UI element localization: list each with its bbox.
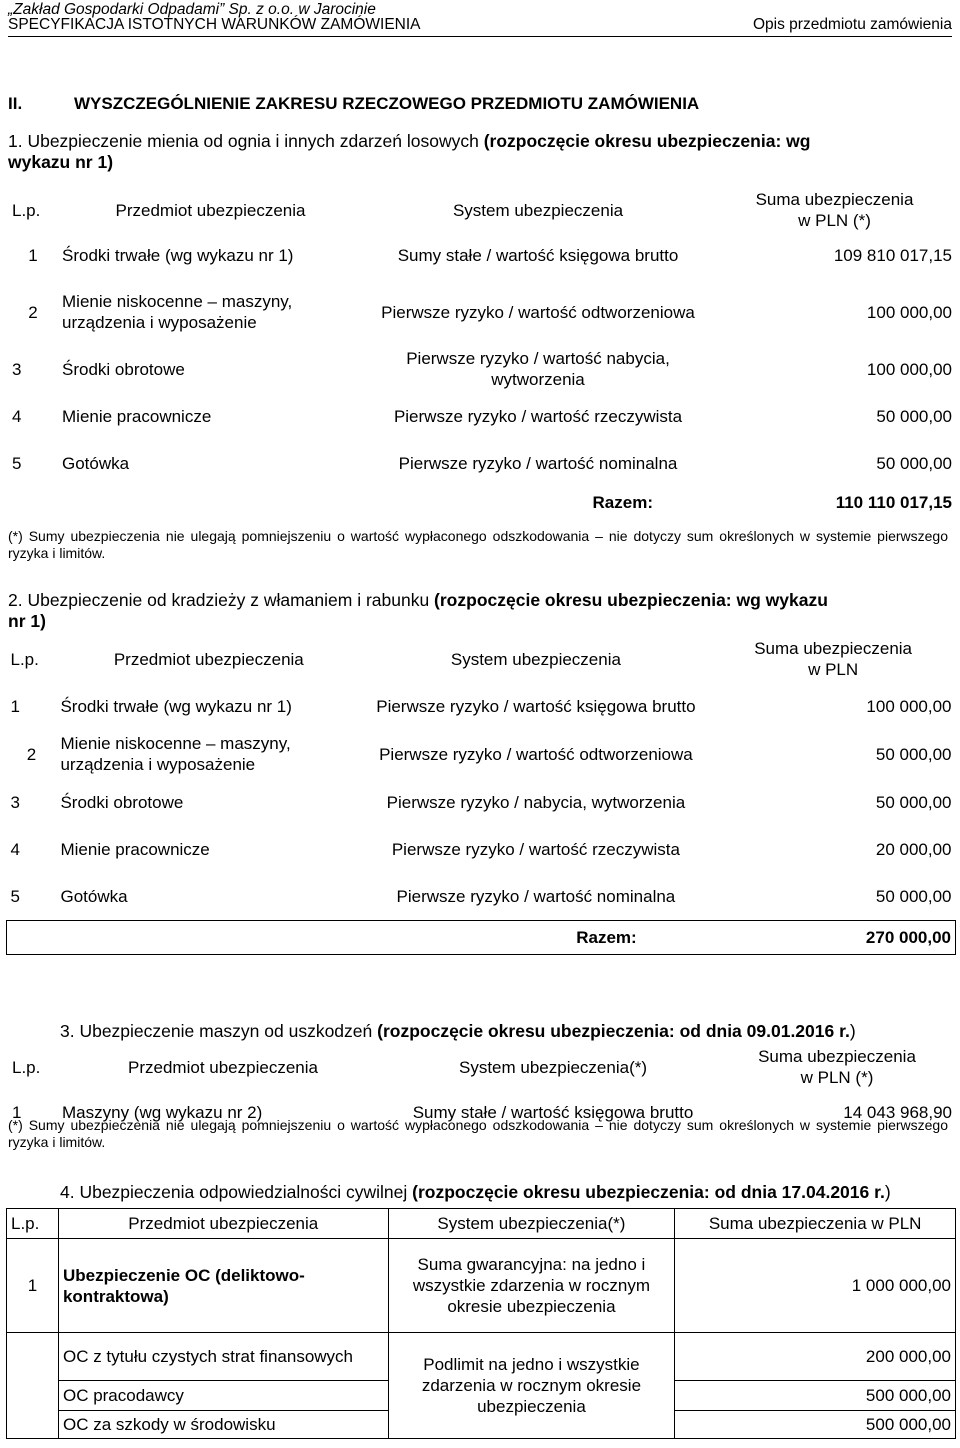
company-name: „Zakład Gospodarki Odpadami” Sp. z o.o. w Jarocinie [8, 1, 376, 18]
row-sum: 50 000,00 [875, 744, 952, 764]
total-label: Razem: [592, 492, 653, 512]
table-header-row [8, 1046, 956, 1088]
row-lp: 2 [28, 302, 38, 322]
row-subject: OC z tytułu czystych strat finansowych [58, 1333, 388, 1381]
row-lp: 1 [7, 1239, 59, 1333]
row-lp: 2 [26, 744, 37, 764]
row-lp: 4 [10, 840, 20, 859]
section-3-title: 3. Ubezpieczenie maszyn od uszkodzeń (rozpoczęcie okresu ubezpieczenia: od dnia 09.01.2016 r.) [60, 1021, 856, 1041]
row-lp: 4 [12, 407, 22, 426]
section-3-title-bold: (rozpoczęcie okresu ubezpieczenia: od dnia 09.01.2016 r. [377, 1021, 850, 1041]
table-row [7, 682, 956, 730]
row-sum: 20 000,00 [875, 840, 952, 859]
row-subject: Maszyny (wg wykazu nr 2) [62, 1102, 263, 1122]
col-subject: Przedmiot ubezpieczenia [128, 1057, 318, 1077]
section-2-title [8, 590, 953, 632]
document-title: SPECYFIKACJA ISTOTNYCH WARUNKÓW ZAMÓWIENIA [8, 16, 421, 33]
chapter-heading [8, 94, 699, 114]
section-1-title-bold: (rozpoczęcie okresu ubezpieczenia: wg [483, 131, 811, 151]
footnote-3: (*) Sumy ubezpieczenia nie ulegają pomniejszeniu o wartość wypłaconego odszkodowania – nie dotyczy sum określonych w systemie pierwszego ryzyka i limitów. [8, 1117, 948, 1150]
section-3-title-text: 3. Ubezpieczenie maszyn od uszkodzeń [60, 1021, 378, 1041]
col-system: System ubezpieczenia [450, 649, 621, 669]
row-subject: Środki trwałe (wg wykazu nr 1) [60, 696, 292, 716]
row-system: Pierwsze ryzyko / wartość nominalna [398, 454, 678, 473]
table-header-row [7, 1209, 956, 1239]
row-lp: 1 [12, 1102, 22, 1122]
footnote-1: (*) Sumy ubezpieczenia nie ulegają pomniejszeniu o wartość wypłaconego odszkodowania – nie dotyczy sum określonych w systemie pierwszego ryzyka i limitów. [8, 528, 948, 561]
row-sum: 50 000,00 [875, 792, 952, 812]
chapter-number: II. [8, 94, 23, 113]
row-system: Pierwsze ryzyko / wartość rzeczywista [391, 840, 680, 859]
table-row [7, 778, 956, 826]
table-row [8, 231, 956, 279]
row-sum: 200 000,00 [675, 1333, 956, 1381]
row-sum: 100 000,00 [866, 696, 952, 716]
section-2-title-bold: (rozpoczęcie okresu ubezpieczenia: wg wykazu [434, 590, 828, 610]
section-1-table [8, 189, 956, 517]
row-lp: 1 [28, 245, 38, 265]
table-header-row [8, 189, 956, 231]
table-row [7, 873, 956, 920]
section-4-title-text: 4. Ubezpieczenia odpowiedzialności cywilnej [60, 1182, 413, 1202]
table-row [8, 393, 956, 440]
col-subject: Przedmiot ubezpieczenia [115, 200, 306, 220]
section-4-title: 4. Ubezpieczenia odpowiedzialności cywilnej (rozpoczęcie okresu ubezpieczenia: od dnia 17.04.2016 r.) [60, 1182, 891, 1202]
row-system: Sumy stałe / wartość księgowa brutto [397, 245, 679, 265]
row-lp: 1 [10, 696, 20, 716]
col-sum: Suma ubezpieczenia w PLN (*) [758, 1047, 916, 1087]
row-subject: Mienie niskocenne – maszyny, urządzenia i wyposażenie [62, 292, 293, 332]
row-system: Pierwsze ryzyko / wartość odtworzeniowa [381, 302, 695, 322]
section-2-table [6, 636, 956, 955]
total-value: 110 110 017,15 [835, 492, 952, 512]
total-label: Razem: [56, 920, 710, 954]
col-subject: Przedmiot ubezpieczenia [58, 1209, 388, 1239]
row-sum: 50 000,00 [876, 454, 952, 473]
table-header-row [7, 636, 956, 682]
col-sum: Suma ubezpieczenia w PLN [675, 1209, 956, 1239]
row-sum: 500 000,00 [675, 1411, 956, 1439]
section-1-title [8, 131, 953, 173]
section-1-title-text: 1. Ubezpieczenie mienia od ognia i innych zdarzeń losowych [8, 131, 484, 151]
row-system: Podlimit na jedno i wszystkie zdarzenia w rocznym okresie ubezpieczenia [388, 1333, 675, 1439]
row-subject: Środki obrotowe [62, 359, 185, 379]
section-1-title-line2: wykazu nr 1) [8, 152, 114, 172]
row-lp: 3 [10, 792, 20, 812]
row-sum: 109 810 017,15 [833, 245, 952, 265]
col-subject: Przedmiot ubezpieczenia [113, 649, 304, 669]
page-header [8, 0, 952, 37]
row-subject: Środki trwałe (wg wykazu nr 1) [62, 245, 294, 265]
row-lp: 5 [12, 454, 22, 473]
row-system: Pierwsze ryzyko / wartość odtworzeniowa [379, 744, 693, 764]
row-system: Suma gwarancyjna: na jedno i wszystkie zdarzenia w rocznym okresie ubezpieczenia [388, 1239, 675, 1333]
col-lp: L.p. [7, 1209, 59, 1239]
document-section: Opis przedmiotu zamówienia [752, 16, 952, 33]
section-2-title-text: 2. Ubezpieczenie od kradzieży z włamaniem i rabunku [8, 590, 435, 610]
col-system: System ubezpieczenia(*) [388, 1209, 675, 1239]
row-lp: 5 [10, 886, 20, 906]
row-subject: Środki obrotowe [60, 792, 184, 812]
total-row [7, 920, 956, 954]
row-subject: Ubezpieczenie OC (deliktowo-kontraktowa) [58, 1239, 388, 1333]
col-lp: L.p. [12, 200, 41, 220]
table-row [8, 279, 956, 345]
row-sum: 14 043 968,90 [843, 1102, 952, 1122]
row-sum: 500 000,00 [675, 1381, 956, 1411]
section-2-title-line2: nr 1) [8, 611, 46, 631]
row-sum: 1 000 000,00 [675, 1239, 956, 1333]
row-subject: Mienie pracownicze [60, 840, 210, 859]
row-system: Pierwsze ryzyko / wartość rzeczywista [393, 407, 683, 426]
section-4-table [6, 1208, 956, 1439]
row-system: Pierwsze ryzyko / wartość nabycia, wytworzenia [406, 349, 670, 389]
col-system: System ubezpieczenia [452, 200, 624, 220]
table-row [8, 345, 956, 393]
col-lp: L.p. [10, 649, 39, 669]
row-subject: Gotówka [62, 454, 130, 473]
row-subject: Gotówka [60, 886, 128, 906]
chapter-title: WYSZCZEGÓLNIENIE ZAKRESU RZECZOWEGO PRZEDMIOTU ZAMÓWIENIA [74, 94, 700, 113]
col-sum: Suma ubezpieczenia w PLN (*) [755, 190, 914, 230]
table-row [7, 1333, 956, 1381]
row-sum: 100 000,00 [866, 359, 952, 379]
table-row [8, 440, 956, 487]
row-subject: OC za szkody w środowisku [58, 1411, 388, 1439]
table-row [7, 826, 956, 873]
table-row [7, 1239, 956, 1333]
col-system: System ubezpieczenia(*) [458, 1057, 648, 1077]
row-system: Sumy stałe / wartość księgowa brutto [412, 1102, 694, 1122]
total-row [8, 487, 956, 517]
row-sum: 50 000,00 [875, 886, 952, 906]
row-system: Pierwsze ryzyko / wartość nominalna [396, 886, 676, 906]
row-subject: Mienie niskocenne – maszyny, urządzenia i wyposażenie [60, 734, 291, 774]
col-sum: Suma ubezpieczenia w PLN [754, 639, 913, 679]
row-sum: 50 000,00 [876, 407, 952, 426]
col-lp: L.p. [12, 1057, 41, 1077]
row-subject: Mienie pracownicze [62, 407, 212, 426]
row-subject: OC pracodawcy [58, 1381, 388, 1411]
table-row [7, 730, 956, 778]
row-sum: 100 000,00 [866, 302, 952, 322]
row-lp: 3 [12, 359, 22, 379]
section-4-title-bold: (rozpoczęcie okresu ubezpieczenia: od dnia 17.04.2016 r. [412, 1182, 885, 1202]
total-value: 270 000,00 [711, 920, 956, 954]
row-system: Pierwsze ryzyko / wartość księgowa brutto [376, 696, 696, 716]
row-system: Pierwsze ryzyko / nabycia, wytworzenia [386, 792, 686, 812]
